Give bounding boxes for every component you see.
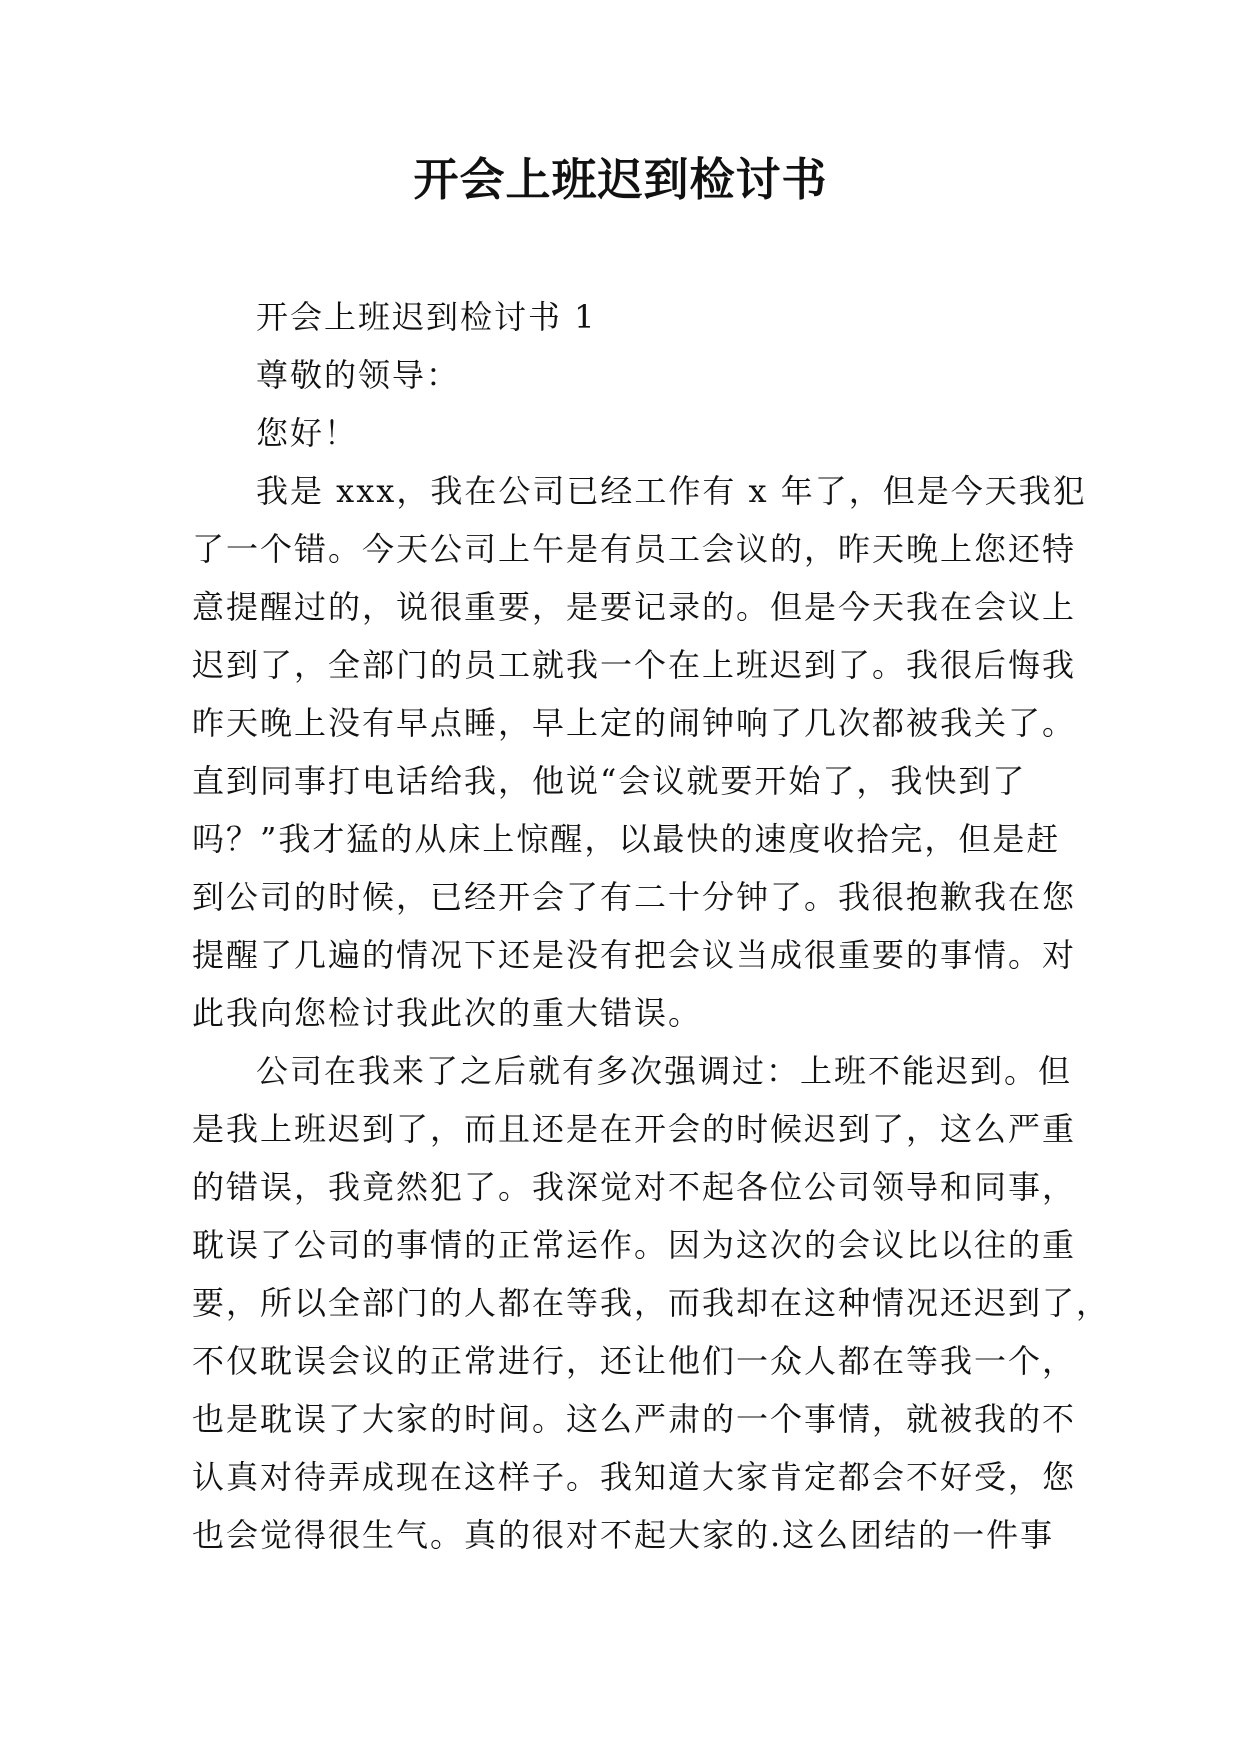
salutation: 尊敬的领导：	[256, 356, 461, 394]
paragraph-1-line: 到公司的时候，已经开会了有二十分钟了。我很抱歉我在您	[192, 878, 1077, 916]
paragraph-1-line: 意提醒过的，说很重要，是要记录的。但是今天我在会议上	[192, 588, 1077, 626]
paragraph-2-line: 公司在我来了之后就有多次强调过：上班不能迟到。但	[256, 1052, 1073, 1090]
paragraph-2-line: 也会觉得很生气。真的很对不起大家的.这么团结的一件事	[192, 1516, 1055, 1554]
paragraph-2-line: 不仅耽误会议的正常进行，还让他们一众人都在等我一个，	[192, 1342, 1077, 1380]
paragraph-2-line: 耽误了公司的事情的正常运作。因为这次的会议比以往的重	[192, 1226, 1077, 1264]
paragraph-1-line: 直到同事打电话给我，他说“会议就要开始了，我快到了	[192, 762, 1027, 800]
paragraph-1-line: 吗？”我才猛的从床上惊醒，以最快的速度收拾完，但是赶	[192, 820, 1061, 858]
paragraph-1-line: 提醒了几遍的情况下还是没有把会议当成很重要的事情。对	[192, 936, 1077, 974]
paragraph-2-line: 也是耽误了大家的时间。这么严肃的一个事情，就被我的不	[192, 1400, 1077, 1438]
paragraph-2-line: 是我上班迟到了，而且还是在开会的时候迟到了，这么严重	[192, 1110, 1077, 1148]
paragraph-1-line: 昨天晚上没有早点睡，早上定的闹钟响了几次都被我关了。	[192, 704, 1077, 742]
document-title: 开会上班迟到检讨书	[413, 153, 828, 206]
greeting: 您好！	[256, 414, 359, 452]
paragraph-1-line: 我是 xxx，我在公司已经工作有 x 年了，但是今天我犯	[256, 472, 1087, 510]
paragraph-2-line: 要，所以全部门的人都在等我，而我却在这种情况还迟到了，	[192, 1284, 1111, 1322]
paragraph-1-line: 此我向您检讨我此次的重大错误。	[192, 994, 703, 1032]
document-body	[192, 288, 1111, 1564]
section-heading: 开会上班迟到检讨书 1	[256, 298, 597, 336]
paragraph-2-line: 认真对待弄成现在这样子。我知道大家肯定都会不好受，您	[192, 1458, 1077, 1496]
paragraph-1-line: 迟到了，全部门的员工就我一个在上班迟到了。我很后悔我	[192, 646, 1077, 684]
paragraph-1-line: 了一个错。今天公司上午是有员工会议的，昨天晚上您还特	[192, 530, 1077, 568]
paragraph-2-line: 的错误，我竟然犯了。我深觉对不起各位公司领导和同事，	[192, 1168, 1077, 1206]
